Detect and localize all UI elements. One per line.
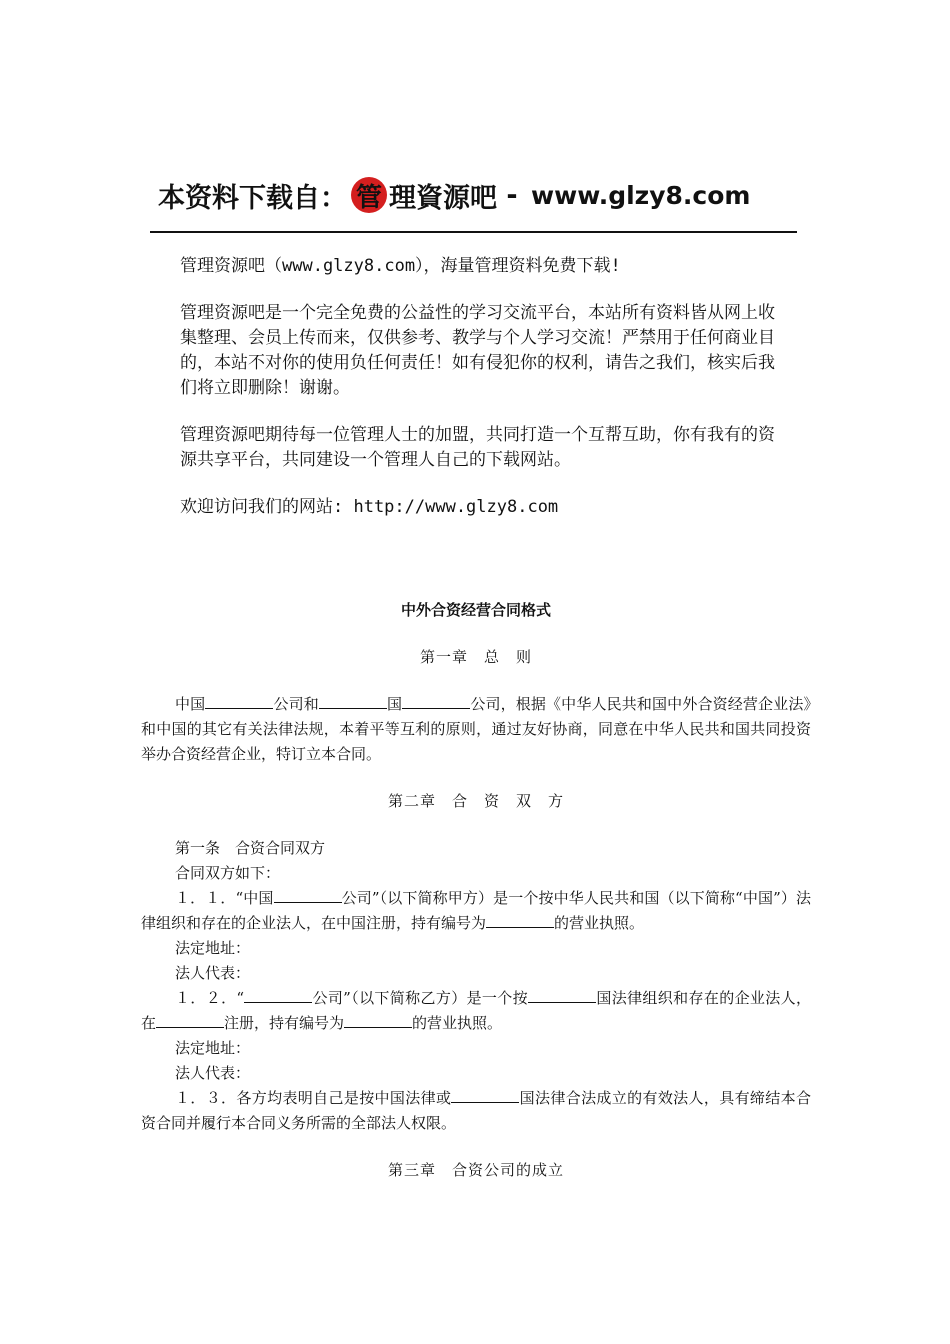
fill-blank	[156, 1013, 224, 1028]
banner-prefix: 本资料下载自：	[158, 182, 347, 214]
text: 公司”（以下简称乙方）是一个按	[312, 989, 528, 1007]
article-1-heading: 第一条 合资合同双方	[175, 839, 326, 857]
fill-blank	[274, 888, 342, 903]
text: 国法律组织和存在的企业法人，在	[141, 989, 812, 1032]
chapter-1-paragraph	[141, 692, 811, 767]
text: 注册，持有编号为	[224, 1014, 345, 1032]
fill-blank	[319, 694, 387, 709]
text: １．３．各方均表明自己是按中国法律或	[175, 1089, 452, 1107]
contract-document	[141, 598, 811, 1205]
chapter-2-heading: 第二章 合 资 双 方	[387, 792, 564, 810]
party-a-address: 法定地址：	[175, 939, 251, 957]
text: 国法律合法成立的有效法人，具有缔结本合资合同并履行本合同义务所需的全部法人权限。	[141, 1089, 811, 1132]
intro-notice	[180, 254, 780, 542]
spacer	[141, 1136, 811, 1158]
text: 公司和	[273, 695, 319, 713]
clause-1-3	[141, 1086, 811, 1136]
fill-blank	[244, 988, 312, 1003]
text: 中国	[175, 695, 206, 713]
banner-separator: -	[497, 179, 528, 211]
text: １．１．“中国	[175, 889, 274, 907]
parties-intro: 合同双方如下：	[175, 864, 281, 882]
text: 的营业执照。	[554, 914, 645, 932]
chapter-1-heading: 第一章 总 则	[419, 648, 532, 666]
download-banner	[158, 172, 778, 218]
fill-blank	[205, 694, 273, 709]
fill-blank	[486, 913, 554, 928]
text: 公司，根据《中华人民共和国中外合资经营企业法》和中国的其它有关法律法规，本着平等互利的原则，通过友好协商，同意在中华人民共和国共同投资举办合资经营企业，特订立本合同。	[141, 695, 811, 763]
fill-blank	[528, 988, 596, 1003]
party-b-address: 法定地址：	[175, 1039, 251, 1057]
party-a-representative: 法人代表：	[175, 964, 251, 982]
fill-blank	[451, 1088, 519, 1103]
banner-url[interactable]: www.glzy8.com	[531, 180, 751, 210]
text: 的营业执照。	[412, 1014, 503, 1032]
intro-website: 欢迎访问我们的网站: http://www.glzy8.com	[180, 497, 559, 517]
fill-blank	[402, 694, 470, 709]
clause-1-1	[141, 886, 811, 936]
intro-paragraph-2: 管理资源吧是一个完全免费的公益性的学习交流平台，本站所有资料皆从网上收集整理、会员上传而来，仅供参考、教学与个人学习交流！严禁用于任何商业目的，本站不对你的使用负任何责任！如有侵犯你的权利，请告之我们，核实后我们将立即删除！谢谢。	[180, 303, 775, 398]
clause-1-2	[141, 986, 811, 1036]
banner-site-name: 理資源吧	[389, 182, 497, 214]
intro-paragraph-3: 管理资源吧期待每一位管理人士的加盟，共同打造一个互帮互助，你有我有的资源共享平台，共同建设一个管理人自己的下载网站。	[180, 425, 775, 470]
document-title: 中外合资经营合同格式	[400, 601, 551, 619]
text: 国	[386, 695, 403, 713]
party-b-representative: 法人代表：	[175, 1064, 251, 1082]
chapter-3-heading: 第三章 合资公司的成立	[387, 1161, 564, 1179]
text: 公司”（以下简称甲方）是一个按中华人民共和国（以下简称“中国”）法律组织和存在的企业法人，在中国注册，持有编号为	[141, 889, 811, 932]
site-logo-icon: 管	[351, 177, 387, 213]
intro-line-1: 管理资源吧（www.glzy8.com），海量管理资料免费下载!	[180, 256, 621, 276]
fill-blank	[344, 1013, 412, 1028]
text: １．２．“	[175, 989, 245, 1007]
banner-divider	[150, 231, 797, 233]
